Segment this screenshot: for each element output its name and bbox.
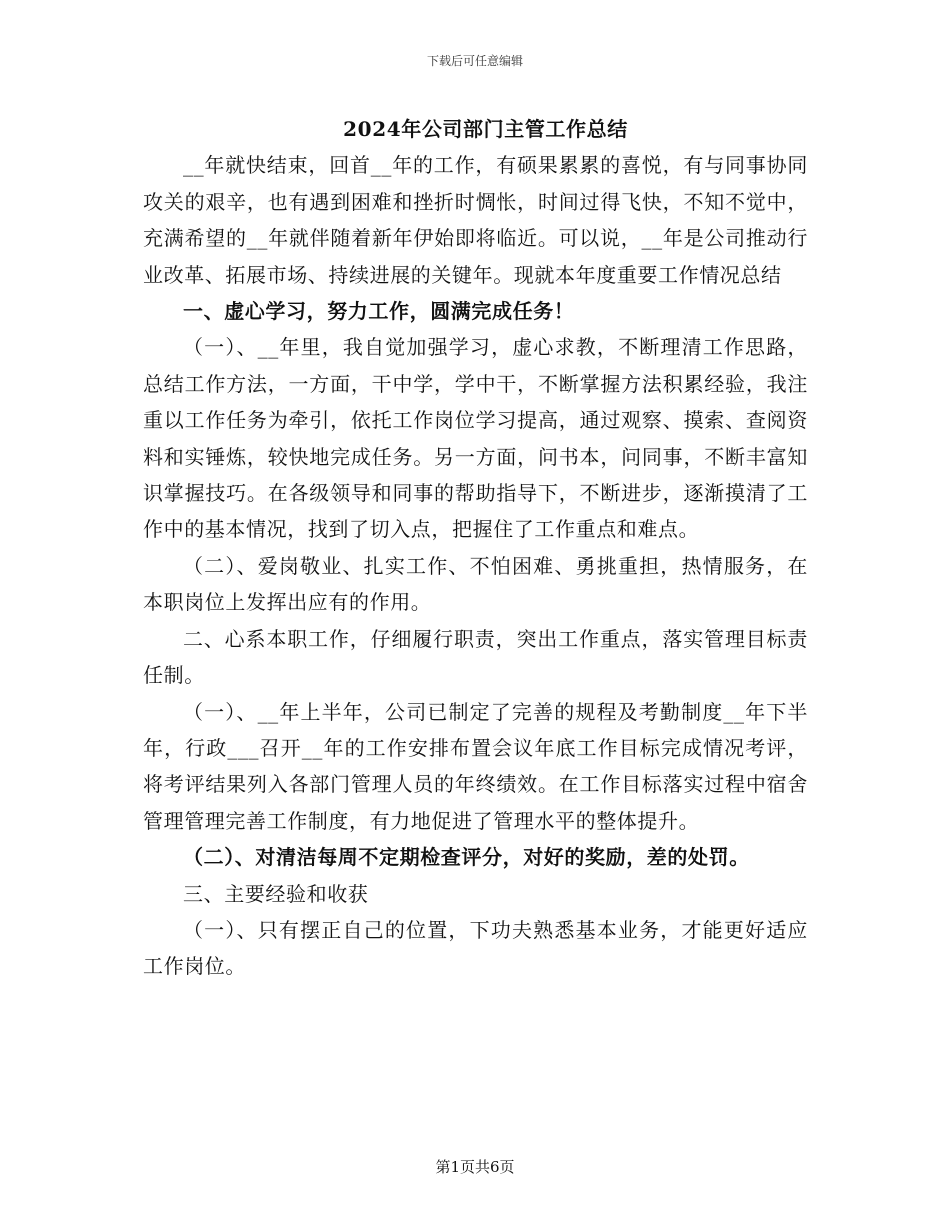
- section-heading-1: 一、虚心学习，努力工作，圆满完成任务！: [183, 299, 575, 324]
- page-number-footer: 第1页共6页: [435, 1158, 515, 1176]
- document-body: [143, 111, 808, 985]
- document-title: 2024年公司部门主管工作总结: [343, 117, 628, 141]
- paragraph-intro: __年就快结束，回首__年的工作，有硕果累累的喜悦，有与同事协同攻关的艰辛，也有遇到困难和挫折时惆怅，时间过得飞快，不知不觉中，充满希望的__年就伴随着新年伊始即将临近。可以说，__年是公司推动行业改革、拓展市场、持续进展的关键年。现就本年度重要工作情况总结: [143, 153, 808, 287]
- section-heading-2: 二、心系本职工作，仔细履行职责，突出工作重点，落实管理目标责任制。: [143, 626, 808, 688]
- paragraph-2-1: （一）、__年上半年，公司已制定了完善的规程及考勤制度__年下半年，行政___召开__年的工作安排布置会议年底工作目标完成情况考评，将考评结果列入各部门管理人员的年终绩效。在工作目标落实过程中宿舍管理管理完善工作制度，有力地促进了管理水平的整体提升。: [143, 699, 808, 833]
- paragraph-1-2: （二）、爱岗敬业、扎实工作、不怕困难、勇挑重担，热情服务，在本职岗位上发挥出应有的作用。: [143, 553, 808, 615]
- paragraph-2-2: （二）、对清洁每周不定期检查评分，对好的奖励，差的处罚。: [183, 845, 750, 870]
- paragraph-1-1: （一）、__年里，我自觉加强学习，虚心求教，不断理清工作思路，总结工作方法，一方面，干中学，学中干，不断掌握方法积累经验，我注重以工作任务为牵引，依托工作岗位学习提高，通过观察、摸索、查阅资料和实锤炼，较快地完成任务。另一方面，问书本，问同事，不断丰富知识掌握技巧。在各级领导和同事的帮助指导下，不断进步，逐渐摸清了工作中的基本情况，找到了切入点，把握住了工作重点和难点。: [143, 335, 808, 542]
- section-heading-3: 三、主要经验和收获: [183, 881, 369, 906]
- page-header-note: 下载后可任意编辑: [426, 54, 523, 68]
- paragraph-3-1: （一）、只有摆正自己的位置，下功夫熟悉基本业务，才能更好适应工作岗位。: [143, 917, 808, 979]
